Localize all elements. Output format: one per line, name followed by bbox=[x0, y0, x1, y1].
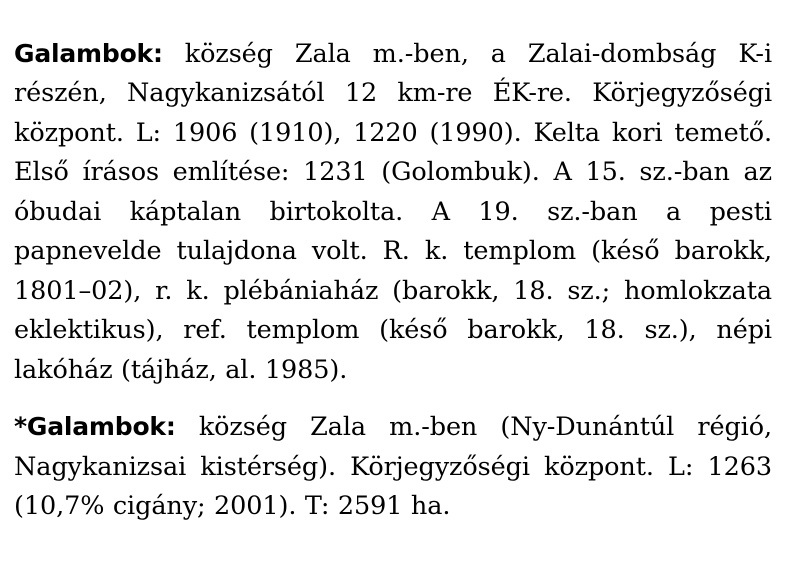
dictionary-entry bbox=[14, 407, 772, 527]
entry-headword: Galambok: bbox=[14, 38, 163, 68]
entry-body: község Zala m.-ben, a Zalai-dombság K-i részén, Nagykanizsától 12 km-re ÉK-re. Körjegyzőségi központ. L: 1906 (1910), 1220 (1990). Kelta kori temető. Első írásos említése: 1231 (Golombuk). A 15. sz.-ban az óbudai káptalan birtokolta. A 19. sz.-ban a pesti papnevelde tulajdona volt. R. k. templom (késő barokk, 1801–02), r. k. plébániaház (barokk, 18. sz.; homlokzata eklektikus), ref. templom (késő barokk, 18. sz.), népi lakóház (tájház, al. 1985). bbox=[14, 38, 772, 385]
entry-headword: *Galambok: bbox=[14, 412, 176, 441]
dictionary-entry bbox=[14, 34, 772, 391]
entry-body: község Zala m.-ben (Ny-Dunántúl régió, Nagykanizsai kistérség). Körjegyzőségi központ. L: 1263 (10,7% cigány; 2001). T: 2591 ha. bbox=[14, 412, 772, 521]
